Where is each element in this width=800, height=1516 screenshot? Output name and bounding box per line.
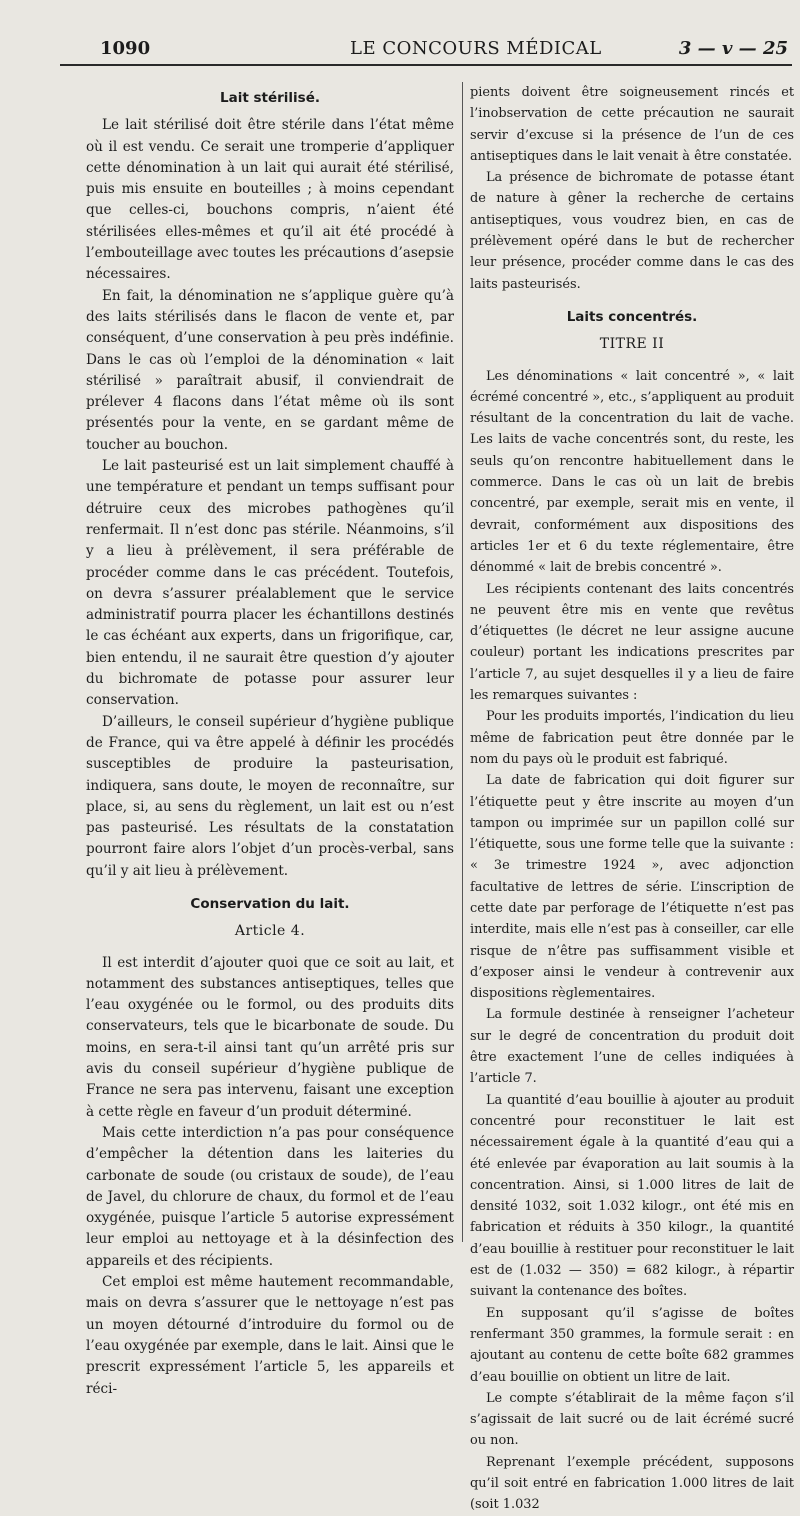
- page-header: [60, 34, 792, 66]
- paragraph: Le compte s’établirait de la même façon s’il s’agissait de lait sucré ou de lait écrémé sucré ou non.: [470, 1390, 794, 1449]
- paragraph: Les dénominations « lait concentré », « lait écrémé concentré », etc., s’appliquent au produit résultant de la concentration du lait de vache. Les laits de vache concentrés sont, du reste, les seuls qu’on rencontre habituellement dans le commerce. Dans le cas où un lait de brebis concentré, par exemple, serait mis en vente, il devrait, conformément aux dispositions des articles 1er et 6 du texte réglementaire, être dénommé « lait de brebis concentré ».: [470, 368, 794, 576]
- paragraph: La quantité d’eau bouillie à ajouter au produit concentré pour reconstituer le lait est nécessairement égale à la quantité d’eau qui a été enlevée par évaporation au lait soumis à la concentration. Ainsi, si 1.000 litres de lait de densité 1032, soit 1.032 kilogr., ont été mis en fabrication et réduits à 350 kilogr., la quantité d’eau bouillie à restituer pour reconstituer le lait est de (1.032 — 350) = 682 kilogr., à répartir suivant la contenance des boîtes.: [470, 1092, 794, 1300]
- paragraph: D’ailleurs, le conseil supérieur d’hygiène publique de France, qui va être appelé à définir les procédés susceptibles de produire la pasteurisation, indiquera, sans doute, le moyen de reconnaître, sur place, si, au sens du règlement, un lait est ou n’est pas pasteurisé. Les résultats de la constatation pourront faire alors l’objet d’un procès-verbal, sans qu’il y ait lieu à prélèvement.: [86, 713, 454, 879]
- paragraph: Les récipients contenant des laits concentrés ne peuvent être mis en vente que revêtus d’étiquettes (le décret ne leur assigne aucune couleur) portant les indications prescrites par l’article 7, au sujet desquelles il y a lieu de faire les remarques suivantes :: [470, 581, 794, 704]
- article-heading: Article 4.: [234, 923, 306, 940]
- paragraph: pients doivent être soigneusement rincés et l’inobservation de cette précaution ne saurait servir d’excuse si la présence de l’un de ces antiseptiques dans le lait venait à être constatée.: [470, 85, 794, 164]
- paragraph: La présence de bichromate de potasse étant de nature à gêner la recherche de certains antiseptiques, vous voudrez bien, en cas de prélèvement opéré dans le but de rechercher leur présence, procéder comme dans le cas des laits pasteurisés.: [470, 170, 794, 292]
- page-number: 1090: [100, 38, 151, 59]
- section-heading: Laits concentrés.: [566, 308, 698, 325]
- paragraph: Reprenant l’exemple précédent, supposons qu’il soit entré en fabrication 1.000 litres de lait (soit 1.032: [470, 1454, 794, 1513]
- paragraph: En fait, la dénomination ne s’applique guère qu’à des laits stérilisés dans le flacon de vente et, par conséquent, d’une conservation à peu près indéfinie. Dans le cas où l’emploi de la dénomination « lait stérilisé » paraîtrait abusif, il conviendrait de prélever 4 flacons dans l’état même où ils sont présentés pour la vente, en se gardant même de toucher au bouchon.: [86, 287, 454, 453]
- paragraph: En supposant qu’il s’agisse de boîtes renfermant 350 grammes, la formule serait : en ajoutant au contenu de cette boîte 682 grammes d’eau bouillie on obtient un litre de lait.: [470, 1305, 794, 1385]
- paragraph: Il est interdit d’ajouter quoi que ce soit au lait, et notamment des substances antiseptiques, telles que l’eau oxygénée ou le formol, ou des produits dits conservateurs, tels que le bicarbonate de soude. Du moins, en sera-t-il ainsi tant qu’un arrêté pris sur avis du conseil supérieur d’hygiène publique de France ne sera pas intervenu, faisant une exception à cette règle en faveur d’un produit déterminé.: [86, 954, 454, 1120]
- column-divider: [462, 82, 463, 1242]
- paragraph: Le lait stérilisé doit être stérile dans l’état même où il est vendu. Ce serait une tromperie d’appliquer cette dénomination à un lait qui aurait été stérilisé, puis mis ensuite en bouteilles ; à moins cependant que celles-ci, bouchons compris, n’aient été stérilisées elles-mêmes et qu’il ait été procédé à l’embouteillage avec toutes les précautions d’asepsie nécessaires.: [86, 117, 454, 283]
- paragraph: Cet emploi est même hautement recommandable, mais on devra s’assurer que le nettoyage n’est pas un moyen détourné d’introduire du formol ou de l’eau oxygénée par exemple, dans le lait. Ainsi que le prescrit expressément l’article 5, les appareils et réci-: [86, 1274, 454, 1397]
- paragraph: Pour les produits importés, l’indication du lieu même de fabrication peut être donnée par le nom du pays où le produit est fabriqué.: [470, 709, 794, 767]
- journal-title: LE CONCOURS MÉDICAL: [350, 38, 602, 59]
- paragraph: La formule destinée à renseigner l’acheteur sur le degré de concentration du produit doit être exactement l’une de celles indiquées à l’article 7.: [470, 1007, 794, 1087]
- paragraph: Mais cette interdiction n’a pas pour conséquence d’empêcher la détention dans les laiteries du carbonate de soude (ou cristaux de soude), de l’eau de Javel, du chlorure de chaux, du formol et de l’eau oxygénée, puisque l’article 5 autorise expressément leur emploi au nettoyage et à la désinfection des appareils et des récipients.: [86, 1124, 454, 1269]
- section-heading: Lait stérilisé.: [220, 90, 320, 106]
- right-column: [470, 82, 794, 1516]
- issue-date: 3 — v — 25: [678, 38, 788, 59]
- left-column: [86, 82, 454, 1400]
- paragraph: La date de fabrication qui doit figurer sur l’étiquette peut y être inscrite au moyen d’un tampon ou imprimée sur un papillon collé sur l’étiquette, sous une forme telle que la suivante : « 3e trimestre 1924 », avec adjonction facultative de lettres de série. L’inscription de cette date par perforage de l’étiquette n’est pas interdite, mais elle n’est pas à conseiller, car elle risque de n’être pas suffisamment visible et d’exposer ainsi le vendeur à contrevenir aux dispositions règlementaires.: [470, 773, 794, 1002]
- title-heading: TITRE II: [599, 336, 665, 353]
- section-heading: Conservation du lait.: [190, 895, 350, 912]
- paragraph: Le lait pasteurisé est un lait simplement chauffé à une température et pendant un temps suffisant pour détruire ceux des microbes pathogènes qu’il renfermait. Il n’est donc pas stérile. Néanmoins, s’il y a lieu à prélèvement, il sera préférable de procéder comme dans le cas précédent. Toutefois, on devra s’assurer préalablement que le service administratif pourra placer les échantillons destinés le cas échéant aux experts, dans un frigorifique, car, bien entendu, il ne saurait être question d’y ajouter du bichromate de potasse pour assurer leur conservation.: [86, 458, 454, 709]
